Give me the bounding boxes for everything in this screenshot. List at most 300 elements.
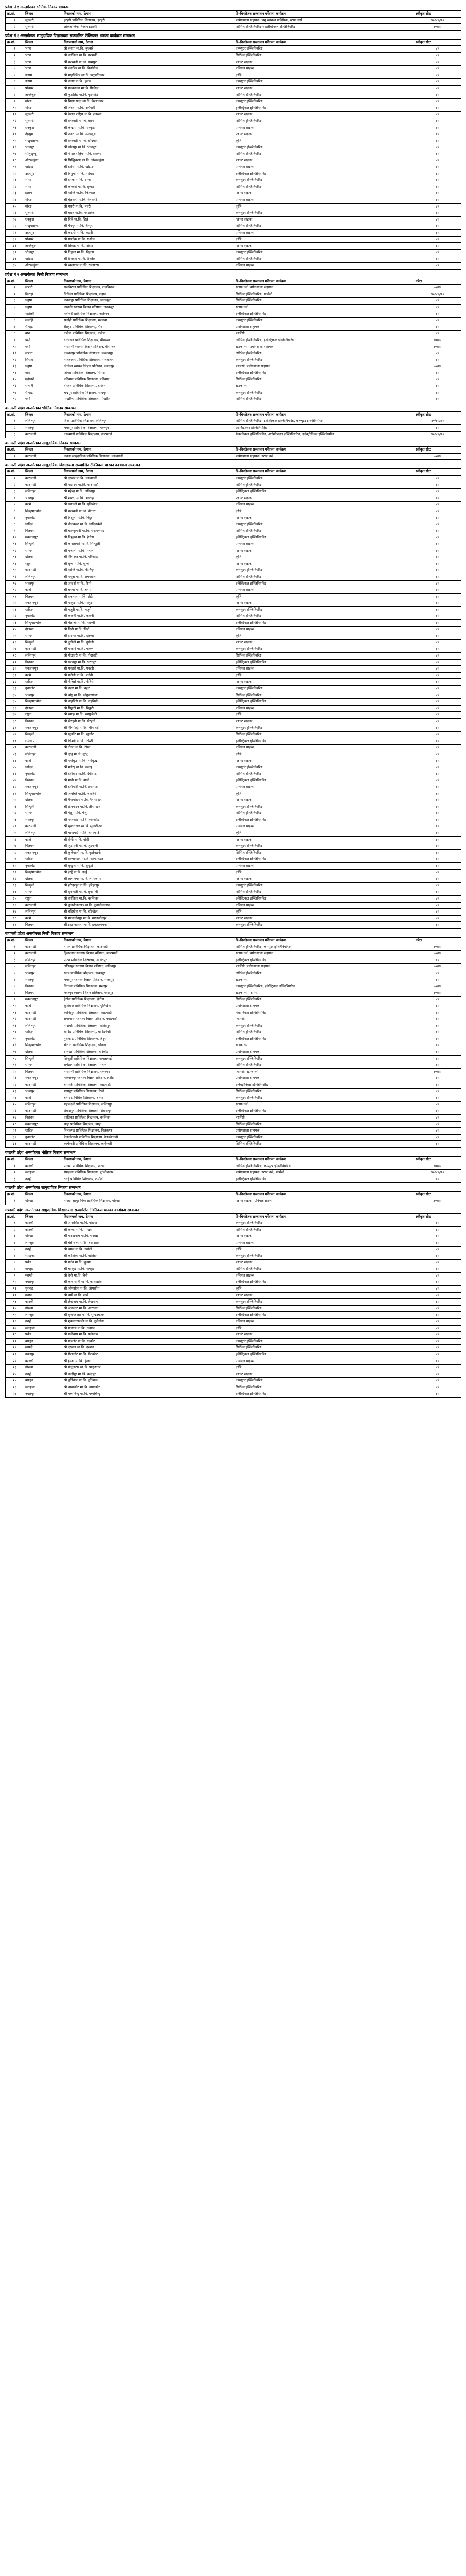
table-cell: ४० bbox=[414, 1338, 461, 1345]
table-cell: भक्तपुर bbox=[23, 580, 62, 587]
table-cell: ५४ bbox=[6, 823, 23, 830]
table-cell: सिभिल इञ्जिनियरिङ bbox=[234, 970, 414, 977]
column-header: निकायको नाम, ठेगाना bbox=[62, 447, 234, 454]
table-cell: रसुवा bbox=[23, 561, 62, 567]
table-cell: आर्किटेक्चर इञ्जिनियरिङ bbox=[234, 425, 414, 432]
table-row bbox=[6, 957, 461, 964]
table-cell: काभ्रे bbox=[23, 836, 62, 843]
table-cell: कृषि bbox=[234, 138, 414, 144]
table-cell: ४० bbox=[414, 613, 461, 620]
table-cell: इलेक्ट्रिकल इञ्जिनियरिङ bbox=[234, 171, 414, 177]
table-cell: रामेछाप bbox=[23, 810, 62, 817]
table-cell: गोरखा सामुदायिक प्राविधिक शिक्षालय, गोरखा bbox=[62, 1198, 234, 1205]
table-cell: ५८ bbox=[6, 849, 23, 856]
table-cell: १४ bbox=[6, 1029, 23, 1036]
table-row bbox=[6, 1134, 461, 1141]
table-cell: ४० bbox=[414, 561, 461, 567]
table-cell: ९ bbox=[6, 528, 23, 534]
table-cell: १८ bbox=[6, 157, 23, 164]
table-cell: सप्तरी bbox=[23, 285, 62, 291]
table-cell: सिभिल इञ्जिनियरिङ bbox=[234, 997, 414, 1003]
table-cell: प्रयोगशाला सहायक bbox=[234, 324, 414, 331]
table-cell: ४० bbox=[414, 1272, 461, 1279]
table-cell: श्री सिद्धिचरण मा.वि. ओखलढुंगा bbox=[62, 157, 234, 164]
table-cell: रामेछाप प्राविधिक शिक्षालय, मन्थली bbox=[62, 1062, 234, 1069]
table-cell: काठमाडौं bbox=[23, 567, 62, 574]
table-cell: ८ bbox=[6, 521, 23, 528]
column-header: डि-बिनलेजन सञ्चालन गर्नेवाला कार्यक्रम bbox=[234, 1192, 414, 1198]
table-cell: ओखलढुंगा bbox=[23, 157, 62, 164]
table-cell: मिथिला स्वास्थ्य विज्ञान प्रतिष्ठान, जनकपुर bbox=[62, 363, 234, 370]
table-row bbox=[6, 1049, 461, 1056]
table-cell: प्लान्ट साइन्स bbox=[234, 131, 414, 138]
table-cell: काठमाडौं bbox=[23, 745, 62, 751]
table-cell: ४० bbox=[414, 1384, 461, 1391]
table-cell: ५ bbox=[6, 502, 23, 508]
table-cell: धनुषा bbox=[23, 298, 62, 305]
table-cell: सिन्धुपाल्चोक bbox=[23, 791, 62, 797]
table-cell: श्री मन्थली मा.वि. मन्थली bbox=[62, 548, 234, 554]
table-cell: १ bbox=[6, 1163, 23, 1170]
table-cell: श्री कावासोती मा.वि. कावासोती bbox=[62, 1279, 234, 1286]
table-cell: १६ bbox=[6, 1042, 23, 1049]
table-cell: सिभिल इञ्जिनियरिङ bbox=[234, 184, 414, 190]
table-cell: सिन्धुपाल्चोक bbox=[23, 699, 62, 706]
table-cell: १३ bbox=[6, 1023, 23, 1029]
table-cell: ४० bbox=[414, 482, 461, 489]
table-cell: नवलपुर bbox=[23, 1352, 62, 1358]
table-cell: ६६ bbox=[6, 902, 23, 909]
table-cell: सिन्धुपाल्चोक bbox=[23, 620, 62, 627]
table-cell: इलाम bbox=[23, 72, 62, 79]
table-cell: बारा bbox=[23, 370, 62, 376]
table-cell: खोटाङ bbox=[23, 164, 62, 171]
table-header-row bbox=[6, 447, 461, 454]
table-cell: २ bbox=[6, 24, 23, 31]
column-header: डि-बिनलेजन सञ्चालन गर्नेवाला कार्यक्रम bbox=[234, 447, 414, 454]
table-cell: सिन्धुपाल्चोक bbox=[23, 1042, 62, 1049]
table-cell: सुनसरी bbox=[23, 118, 62, 125]
table-row bbox=[6, 1259, 461, 1266]
table-cell: ३ bbox=[6, 298, 23, 305]
table-row bbox=[6, 672, 461, 679]
table-cell: श्री नगरकोट मा.वि. नगरकोट bbox=[62, 817, 234, 823]
table-cell: दोलखा bbox=[23, 554, 62, 561]
table-cell: इलेक्ट्रिकल इञ्जिनियरिङ bbox=[234, 534, 414, 541]
allocation-table bbox=[5, 446, 461, 460]
table-cell: सुनसरी bbox=[23, 24, 62, 31]
table-row bbox=[6, 370, 461, 376]
table-cell: ४० bbox=[414, 515, 461, 521]
table-cell: ४७ bbox=[6, 777, 23, 784]
table-cell: २ bbox=[6, 482, 23, 489]
table-cell: ४०/४० bbox=[414, 983, 461, 990]
table-cell: इलेक्ट्रिकल इञ्जिनियरिङ bbox=[234, 699, 414, 706]
table-cell: श्री गल्याङ मा.वि. गल्याङ bbox=[62, 1325, 234, 1332]
table-row bbox=[6, 144, 461, 151]
table-cell: गोरखा bbox=[23, 1305, 62, 1312]
table-row bbox=[6, 964, 461, 970]
table-cell: श्री शिक्षा सदन मा.वि. विराटनगर bbox=[62, 99, 234, 105]
table-cell: श्री शुक्लागण्डकी मा.वि. दुलेगौंडा bbox=[62, 1319, 234, 1326]
table-cell: ४४ bbox=[6, 758, 23, 764]
table-cell: चितवन bbox=[23, 1068, 62, 1075]
table-cell: श्री नमूना मा.वि. लगनखेल bbox=[62, 574, 234, 580]
table-cell: ४० bbox=[414, 836, 461, 843]
table-cell: एनिमल साइन्स bbox=[234, 626, 414, 633]
table-cell: एनिमल साइन्स bbox=[234, 1240, 414, 1246]
table-cell: ४० bbox=[414, 390, 461, 396]
table-row bbox=[6, 482, 461, 489]
table-cell: इलेक्ट्रिकल इञ्जिनियरिङ bbox=[234, 620, 414, 627]
table-row bbox=[6, 1082, 461, 1089]
table-cell: ४०/४० bbox=[414, 1198, 461, 1205]
column-header: डि-बिनलेजन सञ्चालन गर्नेवाला कार्यक्रम bbox=[234, 1156, 414, 1163]
table-row bbox=[6, 1062, 461, 1069]
table-cell: ४० bbox=[414, 672, 461, 679]
allocation-table bbox=[5, 468, 461, 929]
column-header: कोटा bbox=[414, 278, 461, 285]
table-cell: ४० bbox=[414, 970, 461, 977]
table-cell: कृषि bbox=[234, 633, 414, 640]
table-cell: ४० bbox=[414, 105, 461, 112]
table-cell: श्री बालकुमारी मा.वि. नारायणगढ bbox=[62, 528, 234, 534]
table-cell: ४० bbox=[414, 534, 461, 541]
table-cell: श्री बडिखेल मा.वि. बडिखेल bbox=[62, 909, 234, 916]
table-cell: ६७ bbox=[6, 909, 23, 916]
table-cell: २३ bbox=[6, 1365, 23, 1371]
table-cell: ४० bbox=[414, 699, 461, 706]
table-cell: २० bbox=[6, 1068, 23, 1075]
table-cell: काठमाडौं प्राविधिक शिक्षालय, काठमाडौं bbox=[62, 431, 234, 438]
table-cell: तनहुँ bbox=[23, 1246, 62, 1253]
table-cell: ४० bbox=[414, 79, 461, 86]
table-row bbox=[6, 24, 461, 31]
table-cell: ४० bbox=[414, 567, 461, 574]
table-cell: श्री शान्ति मा.वि. फिक्कल bbox=[62, 190, 234, 197]
column-header: जिल्ला bbox=[23, 411, 62, 418]
table-cell: भक्तपुर प्राविधिक शिक्षालय, भक्तपुर bbox=[62, 425, 234, 432]
table-cell: प्लान्ट साइन्स bbox=[234, 216, 414, 223]
table-cell: ४० bbox=[414, 1240, 461, 1246]
table-cell: ६२ bbox=[6, 876, 23, 883]
table-cell: चितवन bbox=[23, 990, 62, 997]
table-row bbox=[6, 210, 461, 217]
table-cell: २ bbox=[6, 1170, 23, 1176]
table-row bbox=[6, 66, 461, 72]
column-header: क्र.सं. bbox=[6, 937, 23, 944]
table-row bbox=[6, 216, 461, 223]
table-cell: श्री इच्छाकामना मा.वि. इच्छाकामना bbox=[62, 922, 234, 929]
table-row bbox=[6, 396, 461, 403]
column-header: स्वीकृत सीट bbox=[414, 11, 461, 18]
table-header-row bbox=[6, 39, 461, 46]
table-cell: १५ bbox=[6, 138, 23, 144]
table-row bbox=[6, 157, 461, 164]
table-cell: ४० bbox=[414, 1042, 461, 1049]
table-cell: सिभिल इञ्जिनियरिङ bbox=[234, 574, 414, 580]
table-cell: ७ bbox=[6, 983, 23, 990]
table-cell: सिन्धुली bbox=[23, 804, 62, 810]
section-title: बागमती प्रदेश अन्तर्गतका निजी निकाय सम्बन्धन bbox=[5, 931, 74, 936]
table-cell: ६ bbox=[6, 508, 23, 515]
table-cell: ४०/४० bbox=[414, 990, 461, 997]
table-cell: सिभिल इञ्जिनियरिङ bbox=[234, 1305, 414, 1312]
table-row bbox=[6, 1176, 461, 1183]
table-cell: ४० bbox=[414, 197, 461, 204]
table-cell: सिभिल इञ्जिनियरिङ bbox=[234, 223, 414, 230]
table-cell: १८ bbox=[6, 1332, 23, 1339]
table-cell: कृषि bbox=[234, 1246, 414, 1253]
table-cell: मकवानपुर bbox=[23, 997, 62, 1003]
table-cell: सगरमाथा स्वास्थ्य विज्ञान प्रतिष्ठान, काठमाडौं bbox=[62, 1016, 234, 1023]
table-cell: ४० bbox=[414, 600, 461, 607]
table-header-row bbox=[6, 11, 461, 18]
table-cell: २ bbox=[6, 1226, 23, 1233]
table-cell: श्री चामे मा.वि. चामे bbox=[62, 1292, 234, 1299]
table-cell: ४०/४० bbox=[414, 1163, 461, 1170]
table-cell: चन्द्रपुर प्राविधिक शिक्षालय, चन्द्रपुर bbox=[62, 390, 234, 396]
table-cell: धुलिखेल प्राविधिक शिक्षालय, धुलिखेल bbox=[62, 1003, 234, 1010]
table-cell: ४० bbox=[414, 863, 461, 870]
table-cell: चितवन bbox=[23, 983, 62, 990]
table-cell: मनाङ bbox=[23, 1292, 62, 1299]
table-cell: इलेक्ट्रिकल इञ्जिनियरिङ bbox=[234, 1352, 414, 1358]
table-cell: ४० bbox=[414, 1358, 461, 1365]
table-cell: श्री सुन्दरबजार मा.वि. सुन्दरबजार bbox=[62, 1312, 234, 1319]
table-cell: ९ bbox=[6, 99, 23, 105]
table-cell: मकवानपुर bbox=[23, 1121, 62, 1128]
table-cell: चितवन bbox=[23, 777, 62, 784]
table-row bbox=[6, 243, 461, 250]
table-cell: श्री पद्मोदय मा.वि. काठमाडौं bbox=[62, 482, 234, 489]
table-cell: पोखरिया प्राविधिक शिक्षालय, पोखरिया bbox=[62, 396, 234, 403]
table-cell: श्री सिङ्गटी मा.वि. सिङ्गटी bbox=[62, 705, 234, 712]
table-cell: शंखरापुर प्राविधिक शिक्षालय, शंखरापुर bbox=[62, 1108, 234, 1115]
table-cell: ४० bbox=[414, 298, 461, 305]
table-row bbox=[6, 350, 461, 357]
table-row bbox=[6, 1003, 461, 1010]
table-cell: एनिमल साइन्स bbox=[234, 1319, 414, 1326]
table-row bbox=[6, 1023, 461, 1029]
table-cell: ५५ bbox=[6, 830, 23, 837]
table-row bbox=[6, 593, 461, 600]
table-cell: ४०/४० bbox=[414, 285, 461, 291]
table-cell: सिभिल इञ्जिनियरिङ bbox=[234, 151, 414, 157]
table-cell: काठमाडौं bbox=[23, 944, 62, 951]
table-cell: श्री दरबार मा.वि. काठमाडौं bbox=[62, 476, 234, 482]
table-row bbox=[6, 1010, 461, 1016]
table-cell: राजविराज प्राविधिक शिक्षालय, राजविराज bbox=[62, 285, 234, 291]
table-row bbox=[6, 357, 461, 363]
table-cell: ४० bbox=[414, 324, 461, 331]
table-cell: इलेक्ट्रिकल इञ्जिनियरिङ bbox=[234, 105, 414, 112]
table-cell: ४० bbox=[414, 856, 461, 863]
table-cell: एनिमल साइन्स bbox=[234, 902, 414, 909]
table-cell: श्री कटारी मा.वि. कटारी bbox=[62, 230, 234, 237]
table-cell: इलेक्ट्रिकल इञ्जिनियरिङ bbox=[234, 777, 414, 784]
table-cell: सिभिल इञ्जिनियरिङ, कम्प्युटर इञ्जिनियरिङ bbox=[234, 1163, 414, 1170]
table-row bbox=[6, 712, 461, 719]
table-cell: कम्प्युटर इञ्जिनियरिङ bbox=[234, 1378, 414, 1384]
table-cell: कृषि bbox=[234, 791, 414, 797]
table-cell: कम्प्युटर इञ्जिनियरिङ bbox=[234, 725, 414, 732]
table-cell: श्री तीनपाटन मा.वि. तीनपाटन bbox=[62, 804, 234, 810]
table-cell: ४० bbox=[414, 764, 461, 771]
table-cell: सिन्धुली bbox=[23, 1055, 62, 1062]
table-cell: ३३ bbox=[6, 256, 23, 263]
table-cell: श्री रोशी मा.वि. रोशी bbox=[62, 836, 234, 843]
table-cell: ४० bbox=[414, 1049, 461, 1056]
table-cell: २६ bbox=[6, 1384, 23, 1391]
table-cell: ४० bbox=[414, 249, 461, 256]
table-cell: कास्की bbox=[23, 1226, 62, 1233]
table-cell: तनहुँ bbox=[23, 1176, 62, 1183]
table-cell: ४० bbox=[414, 1095, 461, 1102]
table-row bbox=[6, 686, 461, 692]
table-cell: ओखलढुंगा bbox=[23, 262, 62, 269]
table-cell: १ bbox=[6, 46, 23, 53]
table-row bbox=[6, 944, 461, 951]
table-row bbox=[6, 131, 461, 138]
table-row bbox=[6, 666, 461, 673]
table-cell: चितवन bbox=[23, 659, 62, 666]
table-row bbox=[6, 613, 461, 620]
table-cell: धादिङ प्राविधिक शिक्षालय, धादिङबेसी bbox=[62, 1029, 234, 1036]
table-cell: भापा bbox=[23, 66, 62, 72]
table-row bbox=[6, 1332, 461, 1339]
table-cell: १५ bbox=[6, 376, 23, 383]
table-cell: ८ bbox=[6, 331, 23, 337]
table-cell: काठमाडौं bbox=[23, 823, 62, 830]
table-cell: रामेछाप bbox=[23, 1062, 62, 1069]
table-cell: बागमती प्राविधिक शिक्षालय, काठमाडौं bbox=[62, 1082, 234, 1089]
table-cell: ७ bbox=[6, 324, 23, 331]
table-cell: सिभिल इञ्जिनियरिङ bbox=[234, 1141, 414, 1148]
table-cell: ४० bbox=[414, 830, 461, 837]
table-row bbox=[6, 751, 461, 758]
table-cell: ३२ bbox=[6, 249, 23, 256]
table-cell: ४० bbox=[414, 705, 461, 712]
table-row bbox=[6, 383, 461, 390]
table-cell: ४० bbox=[414, 52, 461, 59]
table-cell: ८ bbox=[6, 92, 23, 99]
table-cell: प्लान्ट साइन्स bbox=[234, 85, 414, 92]
table-cell: पाटन प्राविधिक शिक्षालय, ललितपुर bbox=[62, 957, 234, 964]
table-cell: श्री लेखनाथ मा.वि. लेखनाथ bbox=[62, 1299, 234, 1306]
table-cell: सिभिल इञ्जिनियरिङ bbox=[234, 118, 414, 125]
table-cell: भोजपुर bbox=[23, 144, 62, 151]
table-cell: भक्तपुर bbox=[23, 495, 62, 502]
table-cell: ११ bbox=[6, 350, 23, 357]
table-cell: स्याङ्जा bbox=[23, 1170, 62, 1176]
column-header: स्वीकृत सीट bbox=[414, 469, 461, 476]
table-cell: ४० bbox=[414, 92, 461, 99]
table-cell: कम्प्युटर इञ्जिनियरिङ bbox=[234, 476, 414, 482]
table-cell: प्लान्ट साइन्स, एनिमल साइन्स bbox=[234, 1198, 414, 1205]
table-cell: ४० bbox=[414, 1332, 461, 1339]
table-cell: १ bbox=[6, 285, 23, 291]
table-cell: श्री सरस्वती मा.वि. चौतारा bbox=[62, 508, 234, 515]
table-cell: श्री त्रिशूली मा.वि. बिदुर bbox=[62, 515, 234, 521]
table-row bbox=[6, 236, 461, 243]
table-cell: फार्मेसी bbox=[234, 1016, 414, 1023]
section-title: गण्डकी प्रदेश अन्तर्गतका भौतिक निकाय सम्बन्धन bbox=[5, 1150, 76, 1155]
table-cell: २० bbox=[6, 1345, 23, 1352]
table-cell: ८ bbox=[6, 990, 23, 997]
table-cell: कम्प्युटर इञ्जिनियरिङ bbox=[234, 686, 414, 692]
table-row bbox=[6, 285, 461, 291]
table-cell: १८ bbox=[6, 1055, 23, 1062]
table-cell: कम्प्युटर इञ्जिनियरिङ bbox=[234, 144, 414, 151]
table-cell: प्लान्ट साइन्स bbox=[234, 59, 414, 66]
table-cell: स्टाफ नर्स, प्रयोगशाला सहायक bbox=[234, 285, 414, 291]
table-cell: पाँचथर bbox=[23, 236, 62, 243]
column-header: विद्यालयको नाम, ठेगाना bbox=[62, 469, 234, 476]
column-header: क्र.सं. bbox=[6, 39, 23, 46]
table-cell: २५ bbox=[6, 1101, 23, 1108]
table-row bbox=[6, 197, 461, 204]
table-cell: गोलबजार प्राविधिक शिक्षालय, गोलबजार bbox=[62, 357, 234, 363]
table-cell: कृषि bbox=[234, 1325, 414, 1332]
table-cell: १० bbox=[6, 534, 23, 541]
table-cell: १६ bbox=[6, 383, 23, 390]
table-cell: कागेश्वरी प्राविधिक शिक्षालय, कागेश्वरी bbox=[62, 1141, 234, 1148]
table-cell: १० bbox=[6, 1279, 23, 1286]
table-cell: ४० bbox=[414, 243, 461, 250]
table-cell: श्री गोरखनाथ मा.वि. गोरखा bbox=[62, 1233, 234, 1240]
table-cell: ४० bbox=[414, 1253, 461, 1260]
column-header: क्र.सं. bbox=[6, 278, 23, 285]
table-cell: १७ bbox=[6, 1049, 23, 1056]
table-row bbox=[6, 262, 461, 269]
table-cell: चौतारा प्राविधिक शिक्षालय, चौतारा bbox=[62, 1042, 234, 1049]
table-row bbox=[6, 1233, 461, 1240]
table-row bbox=[6, 922, 461, 929]
table-cell: बेलकोटगढी प्राविधिक शिक्षालय, बेलकोटगढी bbox=[62, 1134, 234, 1141]
table-cell: गोरखा bbox=[23, 1365, 62, 1371]
table-cell: ४० bbox=[414, 357, 461, 363]
table-row bbox=[6, 823, 461, 830]
table-cell: २८ bbox=[6, 653, 23, 660]
section-title: बागमती प्रदेश अन्तर्गतका सामुदायिक निकाय सम्बन्धन bbox=[5, 441, 82, 446]
table-cell: ४० bbox=[414, 1266, 461, 1273]
column-header: जिल्ला bbox=[23, 469, 62, 476]
table-cell: कञ्चनपुर प्राविधिक शिक्षालय, कञ्चनपुर bbox=[62, 350, 234, 357]
table-cell: एनिमल साइन्स bbox=[234, 705, 414, 712]
table-cell: ४० bbox=[414, 1345, 461, 1352]
table-cell: इलेक्ट्रिकल इञ्जिनियरिङ bbox=[234, 1176, 414, 1183]
table-cell: ३ bbox=[6, 489, 23, 495]
table-cell: कृषि bbox=[234, 1365, 414, 1371]
table-cell: श्री हरिहरपुर मा.वि. हरिहरपुर bbox=[62, 882, 234, 889]
table-row bbox=[6, 876, 461, 883]
table-header-row bbox=[6, 937, 461, 944]
column-header: जिल्ला bbox=[23, 1156, 62, 1163]
table-cell: मोरङ bbox=[23, 105, 62, 112]
table-cell: श्री कालिका मा.वि. वालिङ bbox=[62, 1253, 234, 1260]
table-cell: इलेक्ट्रिकल इञ्जिनियरिङ bbox=[234, 1279, 414, 1286]
table-cell: ४०/४० bbox=[414, 964, 461, 970]
table-cell: ३१ bbox=[6, 1141, 23, 1148]
table-cell: श्री कालिका मा.वि. कालिका bbox=[62, 896, 234, 903]
table-cell: नारायणी स्वास्थ्य विज्ञान प्रतिष्ठान, वीरगञ्ज bbox=[62, 344, 234, 350]
table-cell: ६ bbox=[6, 1253, 23, 1260]
table-row bbox=[6, 889, 461, 896]
column-header: स्वीकृत सीट bbox=[414, 1156, 461, 1163]
section-title: बागमती प्रदेश अन्तर्गतका सामुदायिक विद्यालयमा सञ्चालित टेक्निकल धारका कार्यक्रम सम्बन्धन bbox=[5, 463, 140, 468]
table-cell: कम्प्युटर इञ्जिनियरिङ bbox=[234, 567, 414, 574]
